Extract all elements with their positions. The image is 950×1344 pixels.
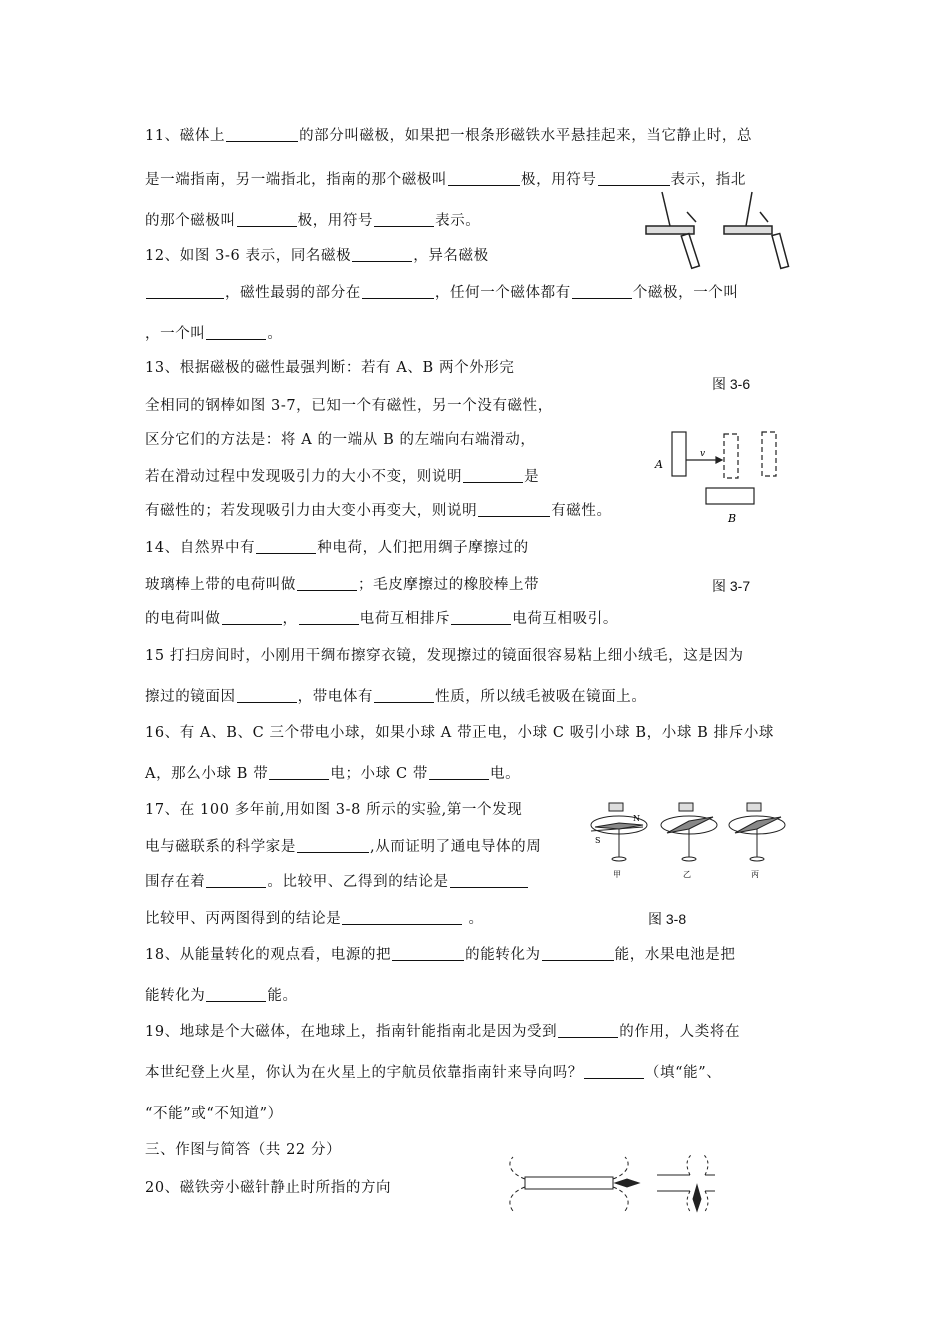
answer-blank[interactable] (297, 838, 369, 853)
answer-blank[interactable] (256, 539, 316, 554)
figure-3-7-caption: 图 3-7 (712, 578, 751, 594)
label-bing: 丙 (751, 870, 759, 879)
q16-line1: 16、有 A、B、C 三个带电小球，如果小球 A 带正电，小球 C 吸引小球 B，小球 B 排斥小球 (145, 725, 775, 741)
answer-blank[interactable] (374, 688, 434, 703)
answer-blank[interactable] (463, 468, 523, 483)
pole-n: N (633, 814, 640, 823)
answer-blank[interactable] (392, 946, 464, 961)
q12-line3: ，一个叫 。 (145, 326, 283, 342)
q14-line2: 玻璃棒上带的电荷叫做 ；毛皮摩擦过的橡胶棒上带 (145, 577, 540, 593)
answer-blank[interactable] (226, 127, 298, 142)
q13-line4: 若在滑动过程中发现吸引力的大小不变，则说明 是 (145, 469, 540, 485)
answer-blank[interactable] (299, 610, 359, 625)
answer-blank[interactable] (542, 946, 614, 961)
q15-line2: 擦过的镜面因 ，带电体有 性质，所以绒毛被吸在镜面上。 (145, 689, 647, 705)
label-v: v (700, 449, 706, 459)
q19-line3: “不能”或“不知道”） (145, 1106, 283, 1122)
q11-line2: 是一端指南，另一端指北，指南的那个磁极叫 极，用符号 表示，指北 (145, 172, 746, 188)
answer-blank[interactable] (237, 212, 297, 227)
label-a: A (655, 458, 663, 471)
q13-line2: 全相同的钢棒如图 3-7，已知一个有磁性，另一个没有磁性， (145, 398, 553, 414)
answer-blank[interactable] (451, 610, 511, 625)
answer-blank[interactable] (297, 576, 357, 591)
figure-3-8-caption: 图 3-8 (648, 911, 687, 927)
q13-line3: 区分它们的方法是：将 A 的一端从 B 的左端向右端滑动， (145, 432, 536, 448)
answer-blank[interactable] (429, 765, 489, 780)
answer-blank[interactable] (222, 610, 282, 625)
answer-blank[interactable] (450, 873, 528, 888)
answer-blank[interactable] (448, 171, 520, 186)
figure-3-6-caption: 图 3-6 (712, 376, 751, 392)
q16-line2: A，那么小球 B 带 电；小球 C 带 电。 (145, 766, 521, 782)
q19-line1: 19、地球是个大磁体，在地球上，指南针能指南北是因为受到 的作用，人类将在 (145, 1024, 741, 1040)
q14-line3: 的电荷叫做 ， 电荷互相排斥 电荷互相吸引。 (145, 611, 618, 627)
answer-blank[interactable] (146, 284, 224, 299)
figure-3-8 (585, 795, 795, 885)
answer-blank[interactable] (558, 1023, 618, 1038)
q18-line1: 18、从能量转化的观点看，电源的把 的能转化为 能，水果电池是把 (145, 947, 736, 963)
answer-blank[interactable] (362, 284, 434, 299)
section-3-title: 三、作图与简答（共 22 分） (145, 1142, 342, 1158)
answer-blank[interactable] (206, 873, 266, 888)
q12-line1: 12、如图 3-6 表示，同名磁极 ，异名磁极 (145, 248, 489, 264)
q17-line4: 比较甲、丙两图得到的结论是 。 (145, 911, 484, 927)
figure-3-7 (650, 428, 790, 528)
q20-text: 20、磁铁旁小磁针静止时所指的方向 (145, 1180, 392, 1196)
q12-line2: ，磁性最弱的部分在 ，任何一个磁体都有 个磁极，一个叫 (145, 283, 739, 303)
answer-blank[interactable] (584, 1064, 644, 1079)
q17-line1: 17、在 100 多年前,用如图 3-8 所示的实验,第一个发现 (145, 802, 523, 818)
answer-blank[interactable] (206, 987, 266, 1002)
label-jia: 甲 (613, 870, 621, 879)
figure-q20-magnets (505, 1155, 715, 1215)
q19-line2: 本世纪登上火星，你认为在火星上的宇航员依靠指南针来导向吗？ （填“能”、 (145, 1065, 722, 1081)
answer-blank[interactable] (352, 247, 412, 262)
label-b: B (728, 512, 737, 525)
q11-line3: 的那个磁极叫 极，用符号 表示。 (145, 213, 481, 229)
answer-blank[interactable] (342, 910, 462, 925)
pole-s: S (595, 836, 601, 845)
answer-blank[interactable] (206, 325, 266, 340)
q17-line3: 围存在着 。比较甲、乙得到的结论是 (145, 872, 529, 892)
answer-blank[interactable] (237, 688, 297, 703)
q14-line1: 14、自然界中有 种电荷，人们把用绸子摩擦过的 (145, 540, 529, 556)
answer-blank[interactable] (374, 212, 434, 227)
q15-line1: 15 打扫房间时，小刚用干绸布擦穿衣镜，发现擦过的镜面很容易粘上细小绒毛，这是因为 (145, 648, 744, 664)
figure-3-6 (640, 190, 810, 280)
q11-line1: 11、磁体上 的部分叫磁极，如果把一根条形磁铁水平悬挂起来，当它静止时，总 (145, 128, 753, 144)
q13-line5: 有磁性的；若发现吸引力由大变小再变大，则说明 有磁性。 (145, 503, 612, 519)
q17-line2: 电与磁联系的科学家是 ,从而证明了通电导体的周 (145, 839, 542, 855)
q18-line2: 能转化为 能。 (145, 988, 298, 1004)
answer-blank[interactable] (478, 502, 550, 517)
answer-blank[interactable] (572, 284, 632, 299)
label-yi: 乙 (683, 870, 691, 879)
answer-blank[interactable] (269, 765, 329, 780)
q13-line1: 13、根据磁极的磁性最强判断：若有 A、B 两个外形完 (145, 360, 515, 376)
answer-blank[interactable] (598, 171, 670, 186)
